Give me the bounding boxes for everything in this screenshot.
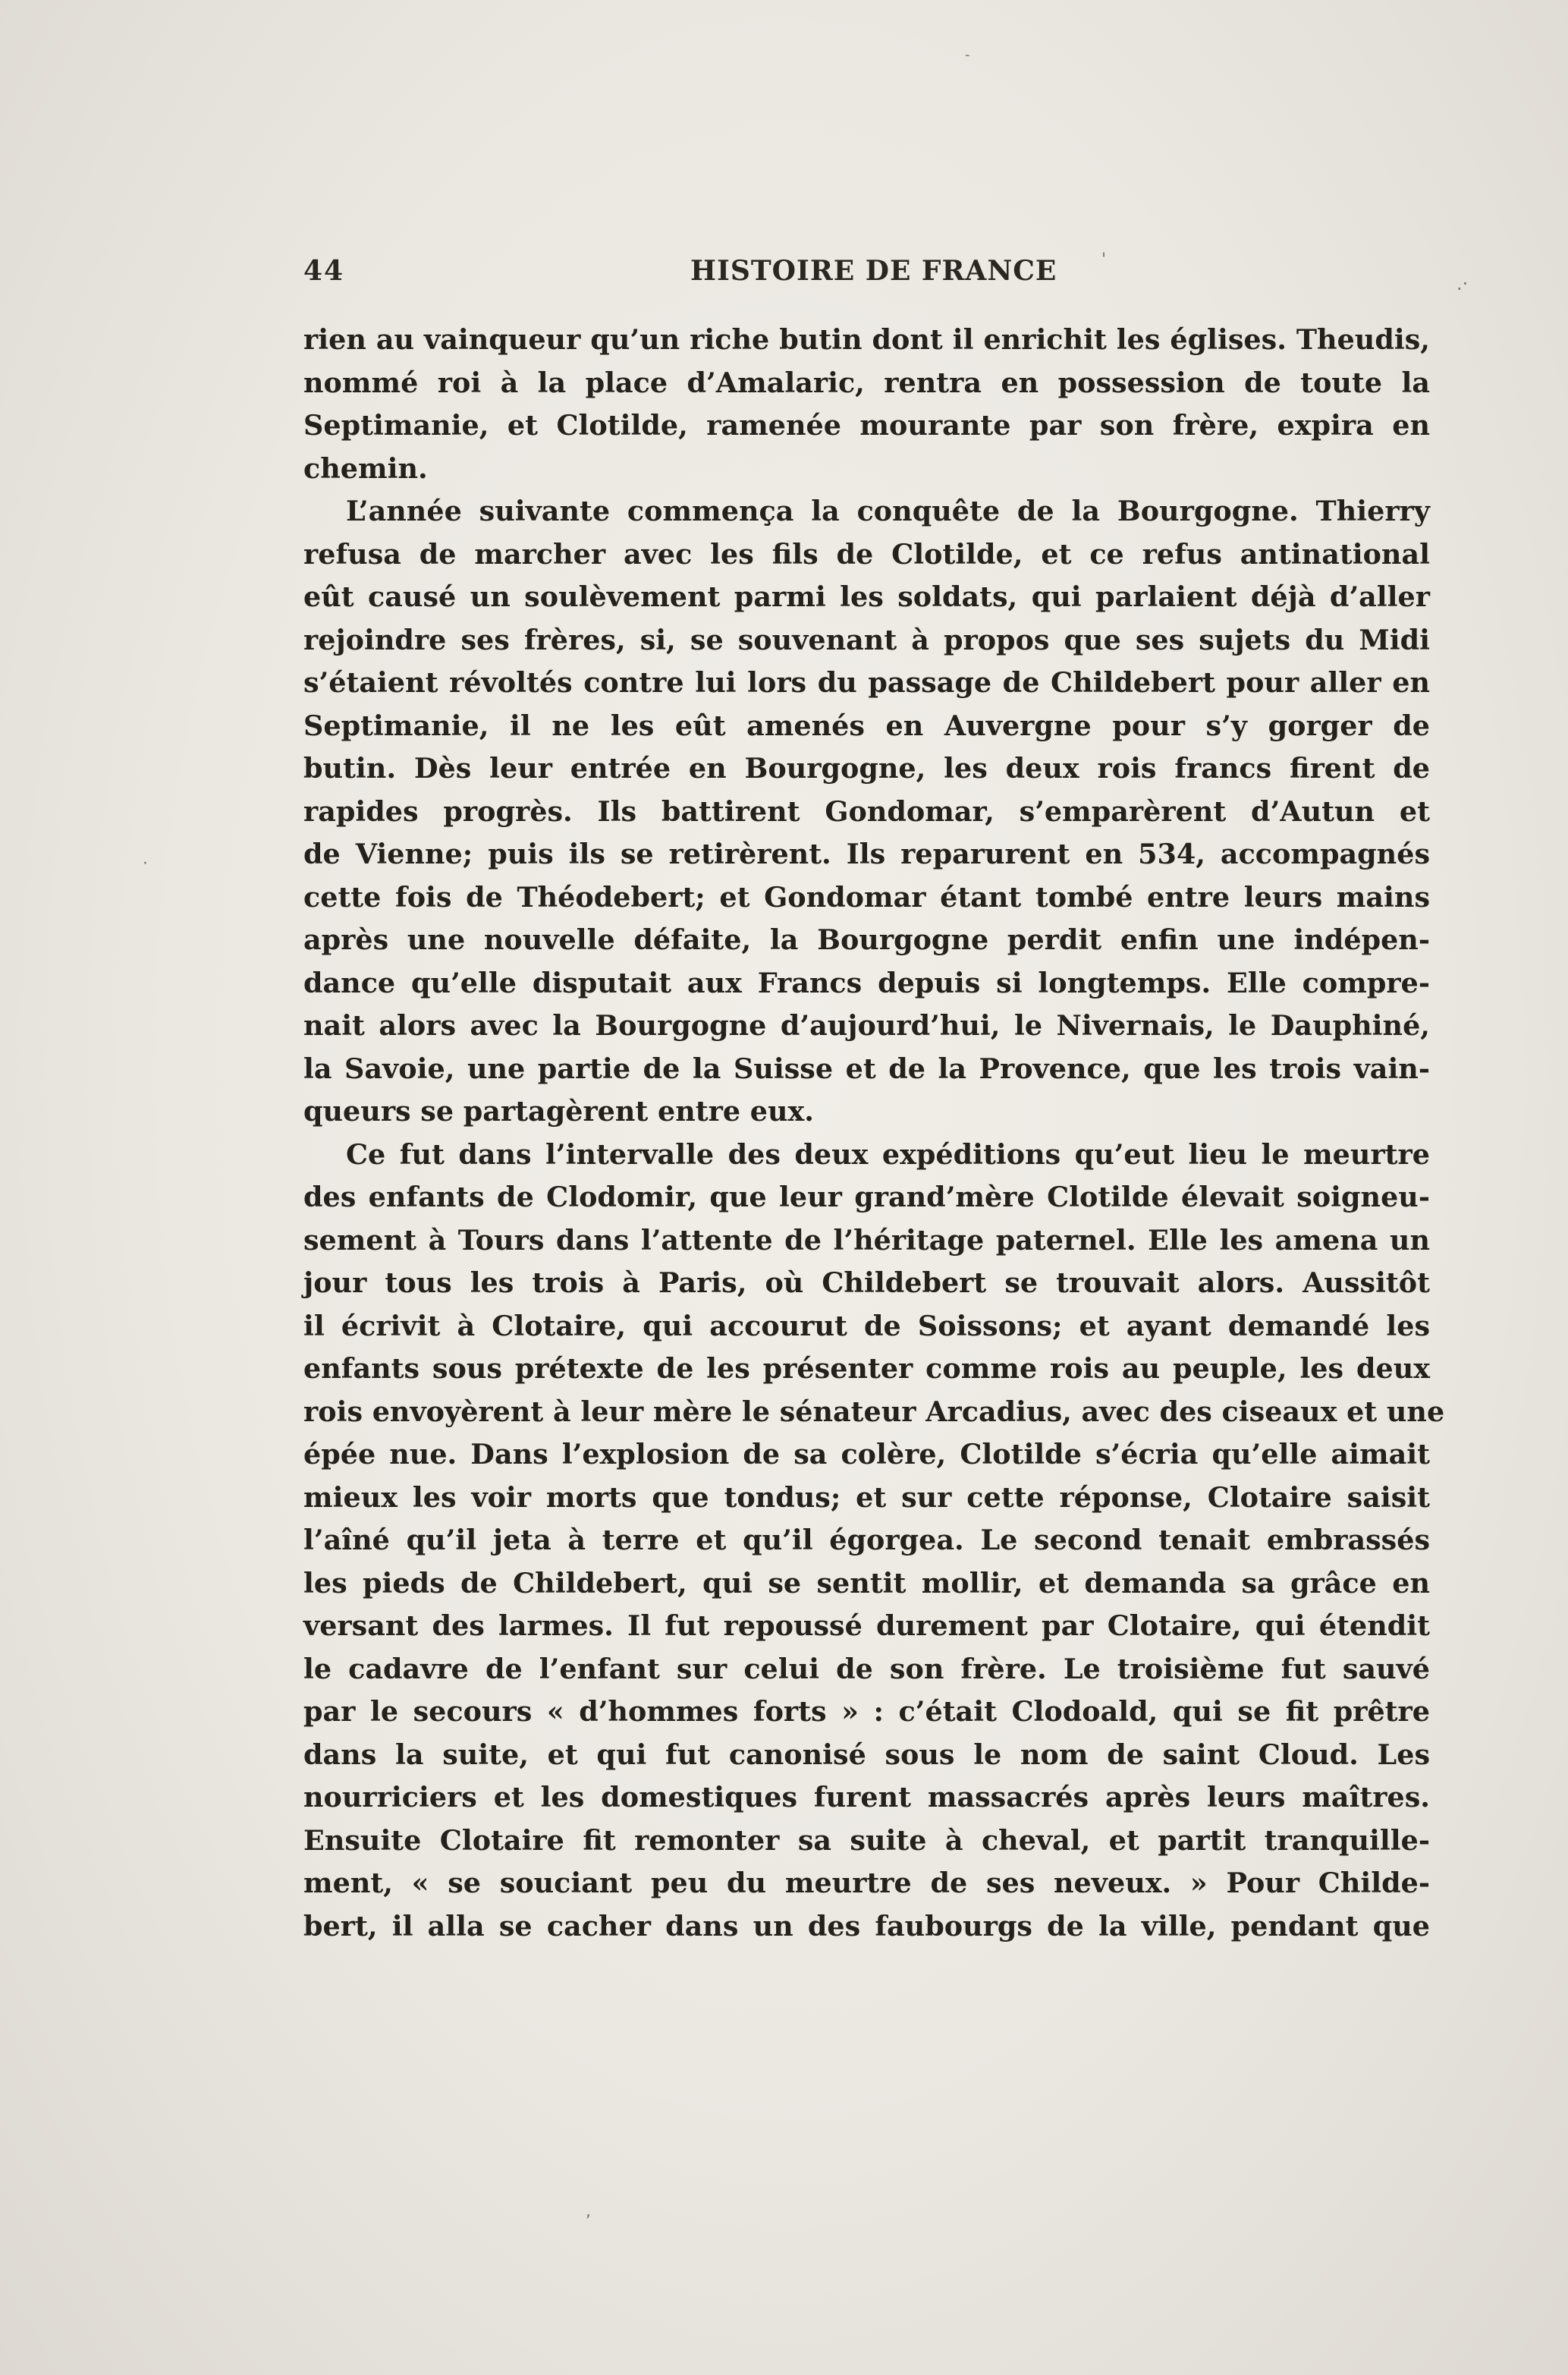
text-line: épée nue. Dans l’explosion de sa colère, Clotilde s’écria qu’elle aimait (303, 1438, 1430, 1471)
page-header (303, 255, 1430, 297)
text-line: queurs se partagèrent entre eux. (303, 1095, 815, 1128)
text-line: rapides progrès. Ils battirent Gondomar, s’emparèrent d’Autun et (303, 794, 1430, 828)
paper-speck: - (965, 47, 970, 63)
text-line: eût causé un soulèvement parmi les soldats, qui parlaient déjà d’aller (303, 580, 1430, 613)
text-line: bert, il alla se cacher dans un des faubourgs de la ville, pendant que (303, 1909, 1430, 1942)
text-line: rien au vainqueur qu’un riche butin dont il enrichit les églises. Theudis, (303, 323, 1430, 356)
text-line: l’aîné qu’il jeta à terre et qu’il égorgea. Le second tenait embrassés (303, 1524, 1430, 1556)
text-line: rejoindre ses frères, si, se souvenant à propos que ses sujets du Midi (303, 623, 1430, 656)
body-text (303, 319, 1445, 1948)
text-line: ment, « se souciant peu du meurtre de ses neveux. » Pour Childe- (303, 1867, 1430, 1899)
page-number: 44 (303, 255, 345, 287)
text-line: dance qu’elle disputait aux Francs depuis si longtemps. Elle compre- (303, 966, 1430, 999)
text-line: de Vienne; puis ils se retirèrent. Ils reparurent en 534, accompagnés (303, 838, 1430, 870)
text-line: des enfants de Clodomir, que leur grand’mère Clotilde élevait soigneu- (303, 1181, 1430, 1213)
text-line: Ce fut dans l’intervalle des deux expéditions qu’eut lieu le meurtre (346, 1137, 1430, 1171)
text-line: Septimanie, et Clotilde, ramenée mourante par son frère, expira en (303, 409, 1430, 442)
paper-speck: ' (1101, 250, 1107, 269)
running-title: HISTOIRE DE FRANCE (690, 255, 1057, 287)
text-line: les pieds de Childebert, qui se sentit mollir, et demanda sa grâce en (303, 1566, 1430, 1600)
text-line: nourriciers et les domestiques furent massacrés après leurs maîtres. (303, 1781, 1430, 1813)
text-line: nommé roi à la place d’Amalaric, rentra en possession de toute la (303, 366, 1430, 399)
text-line: nait alors avec la Bourgogne d’aujourd’hui, le Nivernais, le Dauphiné, (303, 1009, 1430, 1042)
text-line: enfants sous prétexte de les présenter comme rois au peuple, les deux (303, 1352, 1430, 1385)
text-line: versant des larmes. Il fut repoussé durement par Clotaire, qui étendit (303, 1609, 1430, 1642)
text-line: chemin. (303, 451, 428, 485)
text-line: s’étaient révoltés contre lui lors du passage de Childebert pour aller en (303, 666, 1430, 699)
text-line: le cadavre de l’enfant sur celui de son frère. Le troisième fut sauvé (303, 1652, 1430, 1685)
text-line: par le secours « d’hommes forts » : c’était Clodoald, qui se fit prêtre (303, 1695, 1430, 1728)
text-line: après une nouvelle défaite, la Bourgogne perdit enfin une indépen- (303, 923, 1430, 956)
text-line: mieux les voir morts que tondus; et sur cette réponse, Clotaire saisit (303, 1480, 1430, 1514)
text-line: L’année suivante commença la conquête de la Bourgogne. Thierry (346, 495, 1430, 527)
text-line: la Savoie, une partie de la Suisse et de la Provence, que les trois vain- (303, 1052, 1430, 1085)
paragraph-3 (303, 1134, 1445, 1949)
text-line: cette fois de Théodebert; et Gondomar étant tombé entre leurs mains (303, 880, 1430, 914)
text-line: jour tous les trois à Paris, où Childebert se trouvait alors. Aussitôt (303, 1266, 1430, 1299)
text-line: refusa de marcher avec les fils de Clotilde, et ce refus antinational (303, 537, 1430, 571)
text-line: butin. Dès leur entrée en Bourgogne, les deux rois francs firent de (303, 752, 1430, 785)
text-line: rois envoyèrent à leur mère le sénateur Arcadius, avec des ciseaux et une (303, 1395, 1445, 1428)
paper-speck: · (143, 854, 148, 873)
paragraph-2 (303, 490, 1430, 1134)
paper-speck: , (586, 2202, 591, 2221)
paper-speck: .· (1456, 273, 1469, 294)
paragraph-1 (303, 319, 1430, 490)
text-line: Ensuite Clotaire fit remonter sa suite à cheval, et partit tranquille- (303, 1823, 1430, 1857)
text-line: sement à Tours dans l’attente de l’héritage paternel. Elle les amena un (303, 1223, 1430, 1257)
text-line: il écrivit à Clotaire, qui accourut de Soissons; et ayant demandé les (303, 1309, 1430, 1342)
text-line: dans la suite, et qui fut canonisé sous le nom de saint Cloud. Les (303, 1738, 1430, 1771)
text-line: Septimanie, il ne les eût amenés en Auvergne pour s’y gorger de (303, 709, 1430, 742)
